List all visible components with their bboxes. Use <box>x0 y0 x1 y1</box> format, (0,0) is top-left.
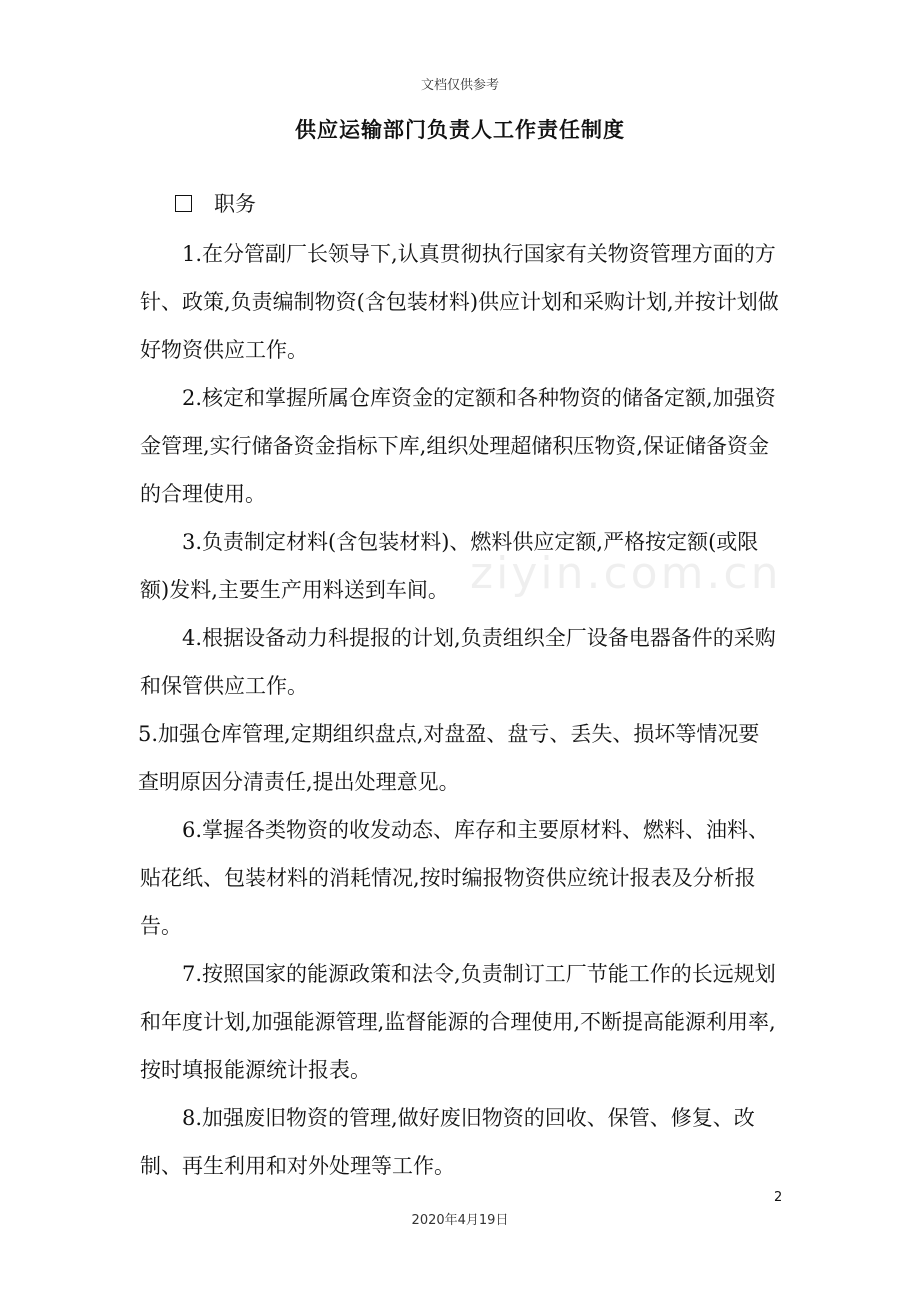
page-number: 2 <box>774 1190 783 1205</box>
paragraph-4: 4.根据设备动力科提报的计划,负责组织全厂设备电器备件的采购和保管供应工作。 <box>140 626 776 698</box>
paragraph-6: 6.掌握各类物资的收发动态、库存和主要原材料、燃料、油料、贴花纸、包装材料的消耗情况,按时编报物资供应统计报表及分析报告。 <box>140 818 770 938</box>
footer-date: 2020年4月19日 <box>411 1213 509 1228</box>
section-heading-label: 职务 <box>214 192 256 216</box>
paragraph-8: 8.加强废旧物资的管理,做好废旧物资的回收、保管、修复、改制、再生利用和对外处理等工作。 <box>140 1106 755 1178</box>
paragraph-5: 5.加强仓库管理,定期组织盘点,对盘盈、盘亏、丢失、损坏等情况要查明原因分清责任,提出处理意见。 <box>138 722 760 794</box>
section-heading <box>175 188 256 218</box>
checkbox-icon <box>175 195 192 212</box>
paragraph-3: 3.负责制定材料(含包装材料)、燃料供应定额,严格按定额(或限额)发料,主要生产用料送到车间。 <box>140 530 759 602</box>
header-note: 文档仅供参考 <box>420 78 499 93</box>
paragraph-7: 7.按照国家的能源政策和法令,负责制订工厂节能工作的长远规划和年度计划,加强能源管理,监督能源的合理使用,不断提高能源利用率,按时填报能源统计报表。 <box>140 962 776 1082</box>
document-title: 供应运输部门负责人工作责任制度 <box>295 117 625 142</box>
document-body <box>140 230 780 1190</box>
watermark: ziyin.com.cn <box>470 548 782 599</box>
paragraph-2: 2.核定和掌握所属仓库资金的定额和各种物资的储备定额,加强资金管理,实行储备资金指标下库,组织处理超储积压物资,保证储备资金的合理使用。 <box>140 386 776 506</box>
paragraph-1: 1.在分管副厂长领导下,认真贯彻执行国家有关物资管理方面的方针、政策,负责编制物资(含包装材料)供应计划和采购计划,并按计划做好物资供应工作。 <box>140 242 779 362</box>
